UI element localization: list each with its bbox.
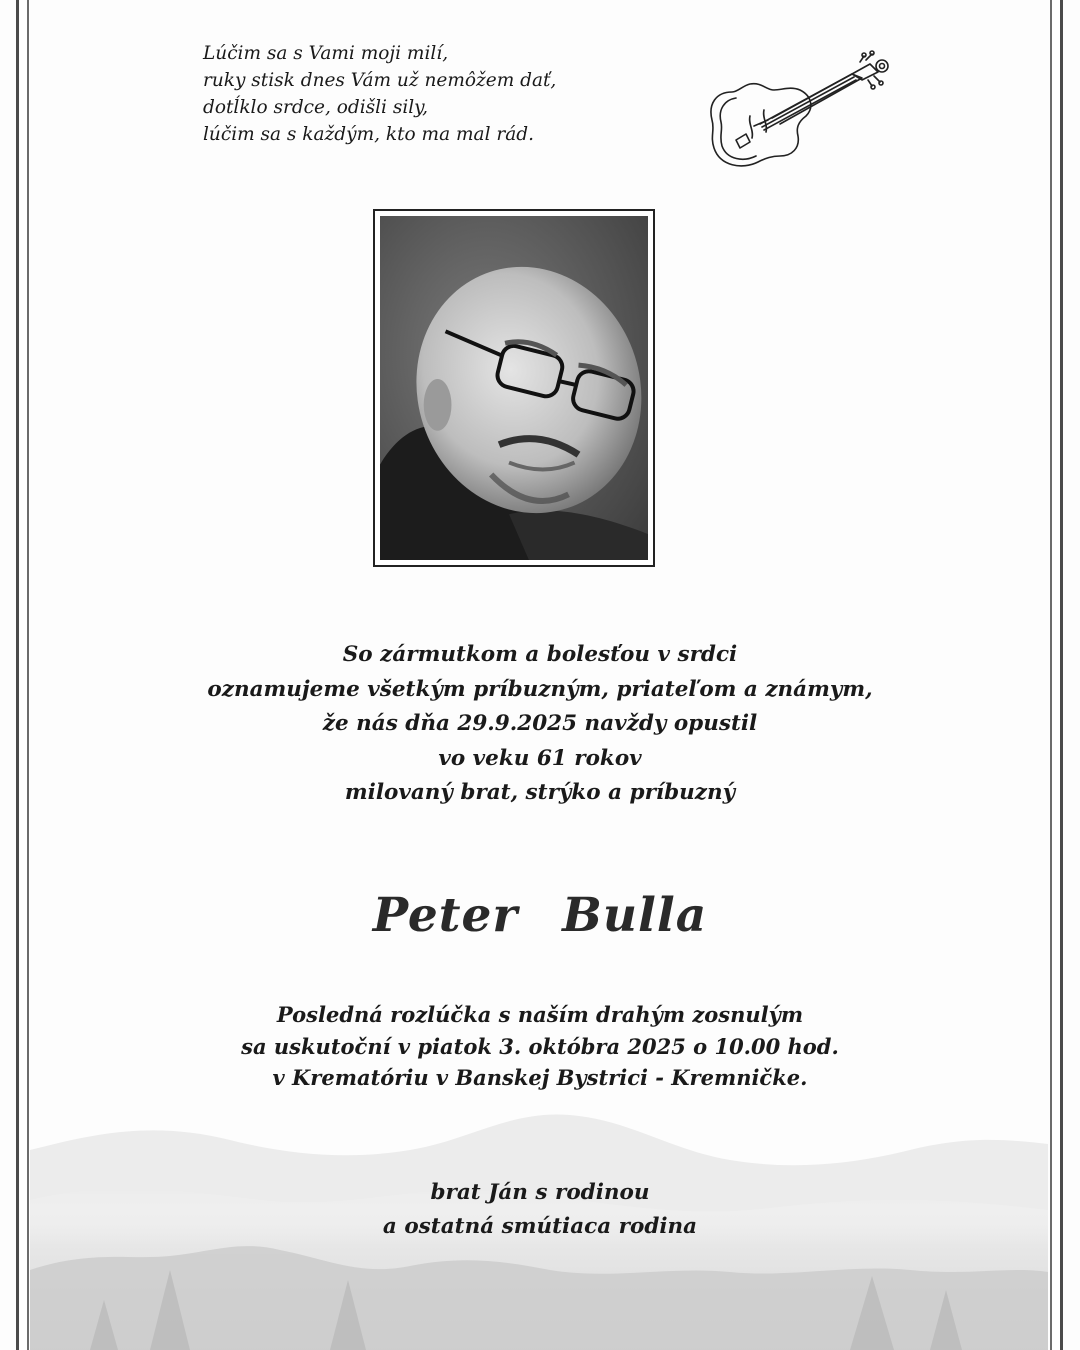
first-name: Peter — [372, 888, 519, 943]
left-border-inner — [27, 0, 29, 1350]
announcement-text — [130, 638, 950, 811]
farewell-line: sa uskutoční v piatok 3. októbra 2025 o 10.00 hod. — [241, 1033, 839, 1059]
poem-line: Lúčim sa s Vami moji milí, — [203, 43, 449, 64]
farewell-line: v Krematóriu v Banskej Bystrici - Kremničke. — [272, 1065, 808, 1090]
violin-icon — [702, 44, 898, 176]
family-line: a ostatná smútiaca rodina — [382, 1214, 698, 1239]
announcement-line: že nás dňa 29.9.2025 navždy opustil — [322, 711, 758, 736]
family-line: brat Ján s rodinou — [430, 1180, 650, 1205]
deceased-name — [130, 888, 950, 943]
right-border-outer — [1060, 0, 1063, 1350]
right-border-inner — [1050, 0, 1052, 1350]
announcement-line: oznamujeme všetkým príbuzným, priateľom a známym, — [207, 676, 873, 702]
left-border-outer — [16, 0, 19, 1350]
announcement-line: vo veku 61 rokov — [438, 745, 642, 771]
farewell-poem — [203, 40, 556, 148]
portrait-frame — [373, 209, 655, 567]
family-signature — [130, 1176, 950, 1244]
poem-line: ruky stisk dnes Vám už nemôžem dať, — [203, 70, 557, 91]
poem-line: lúčim sa s každým, kto ma mal rád. — [203, 124, 534, 145]
announcement-line: So zármutkom a bolesťou v srdci — [342, 642, 738, 667]
announcement-line: milovaný brat, strýko a príbuzný — [344, 780, 736, 805]
portrait-photo — [380, 216, 648, 560]
last-name: Bulla — [562, 888, 708, 943]
farewell-line: Posledná rozlúčka s naším drahým zosnulým — [276, 1002, 804, 1027]
poem-line: dotĺklo srdce, odišli sily, — [203, 97, 429, 118]
